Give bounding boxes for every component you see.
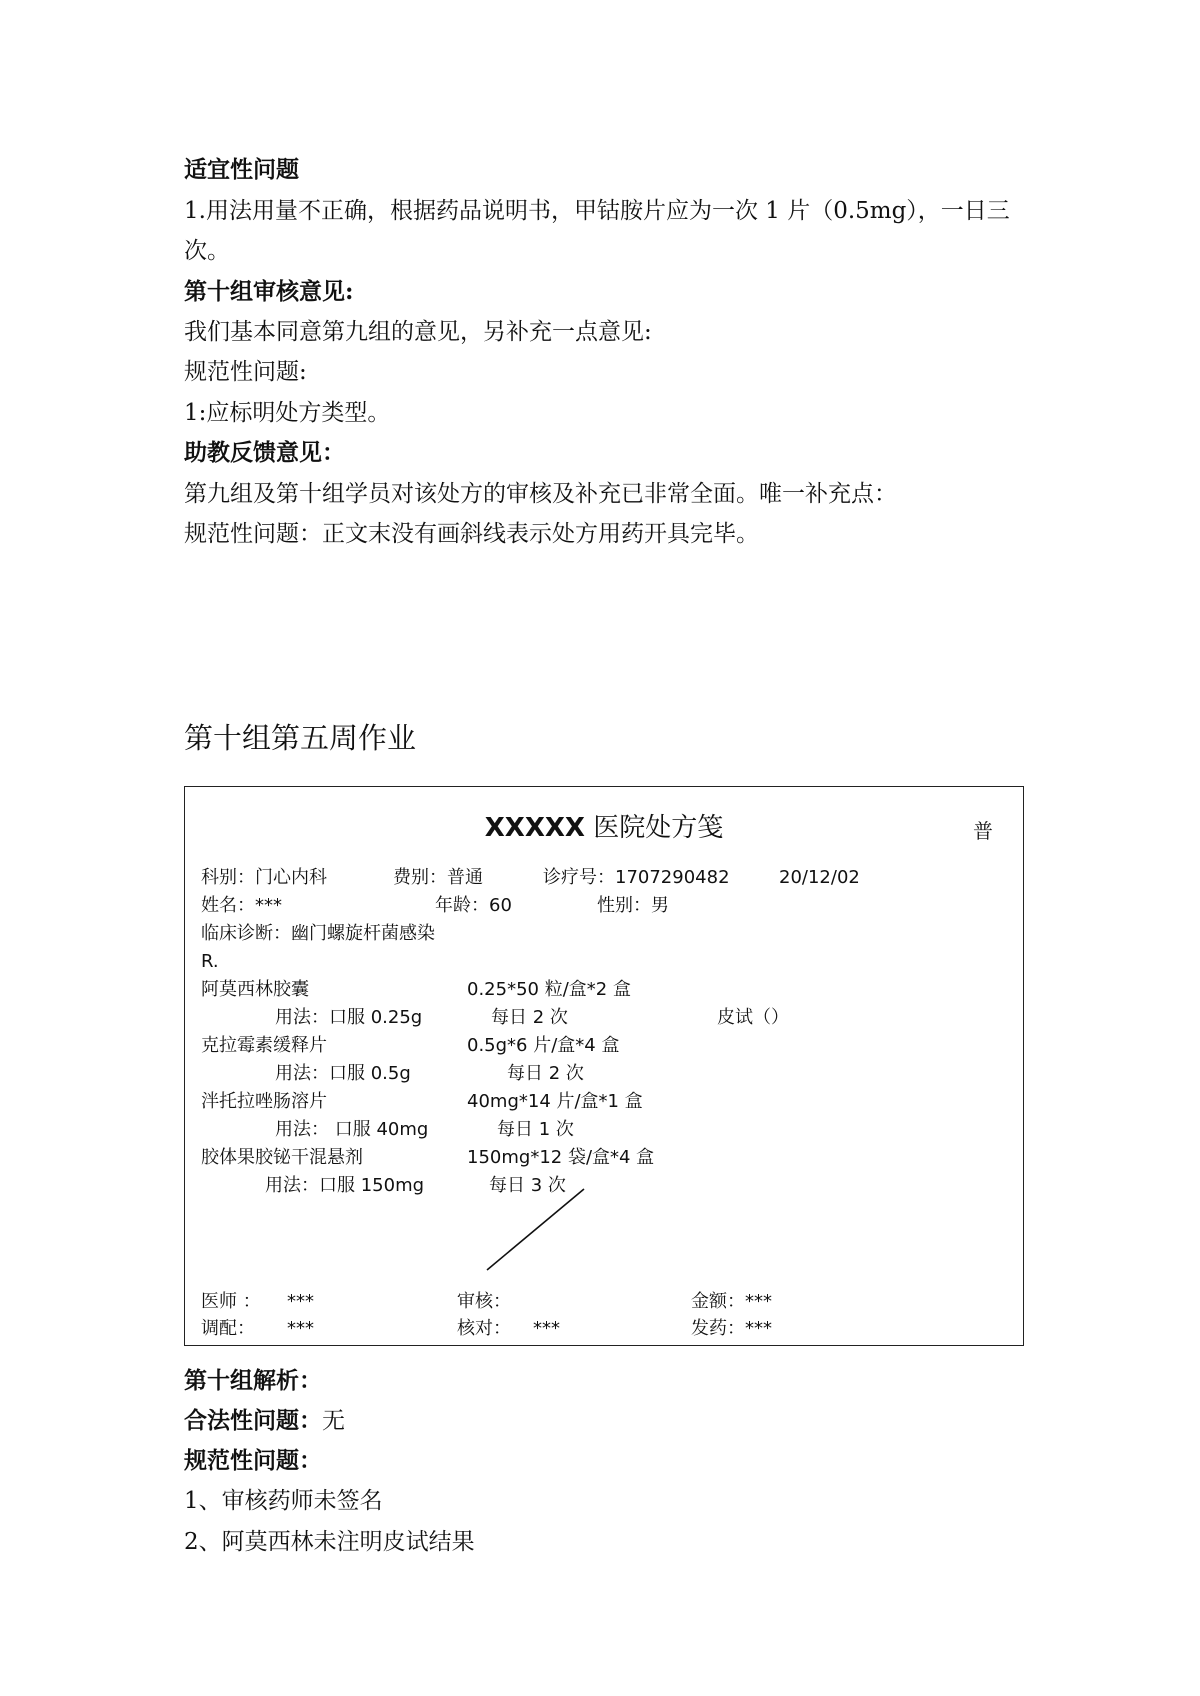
drug-frequency: 每日 3 次 [489,1175,566,1196]
normative-b-item-1: 1、审核药师未签名 [184,1488,383,1514]
ta-feedback-line-2: 规范性问题：正文末没有画斜线表示处方用药开具完毕。 [184,521,759,547]
patient-age: 年龄：60 [435,895,512,916]
drug-frequency: 每日 2 次 [491,1007,568,1028]
end-slash-line [185,787,1025,1347]
suitability-item-1-line-2: 次。 [184,238,230,264]
drug-name: 克拉霉素缓释片 [201,1035,327,1056]
drug-spec: 0.25*50 粒/盒*2 盒 [467,979,631,1000]
drug-frequency: 每日 2 次 [507,1063,584,1084]
legal-issue-value: 无 [322,1408,345,1434]
drug-name: 泮托拉唑肠溶片 [201,1091,327,1112]
clinical-diagnosis: 临床诊断：幽门螺旋杆菌感染 [201,923,435,944]
prescription-form [184,786,1024,1346]
normative-heading-b: 规范性问题： [184,1447,322,1474]
drug-usage: 用法：口服 150mg [265,1175,425,1196]
rx-mark: R. [201,951,219,972]
review-label: 审核： [457,1291,511,1312]
normative-heading: 规范性问题: [184,359,307,385]
group10-review-heading: 第十组审核意见: [184,278,354,305]
normative-b-item-2: 2、阿莫西林未注明皮试结果 [184,1529,475,1555]
legal-issue-label: 合法性问题： [184,1407,322,1434]
issue: 发药：*** [691,1318,772,1339]
fee-type: 费别：普通 [393,867,483,888]
skin-test: 皮试（） [717,1007,789,1028]
drug-spec: 150mg*12 袋/盒*4 盒 [467,1147,655,1168]
check-label: 核对： [457,1318,511,1339]
dispense-value: *** [287,1318,314,1339]
ta-feedback-heading: 助教反馈意见： [184,439,345,466]
section-title: 第十组第五周作业 [184,721,417,755]
prescription-title-text: 医院处方笺 [584,813,724,843]
check-value: *** [533,1318,560,1339]
ta-feedback-line-1: 第九组及第十组学员对该处方的审核及补充已非常全面。唯一补充点： [184,481,897,507]
suitability-heading: 适宜性问题 [184,156,299,183]
suitability-item-1-line-1: 1.用法用量不正确，根据药品说明书，甲钴胺片应为一次 1 片（0.5mg），一日三 [184,198,1010,224]
clinic-number: 诊疗号：1707290482 [543,867,730,888]
group10-review-intro: 我们基本同意第九组的意见，另补充一点意见: [184,319,652,345]
drug-spec: 40mg*14 片/盒*1 盒 [467,1091,643,1112]
prescription-type: 普 [973,819,993,843]
drug-frequency: 每日 1 次 [497,1119,574,1140]
drug-usage: 用法： 口服 40mg [275,1119,429,1140]
drug-name: 胶体果胶铋干混悬剂 [201,1147,363,1168]
drug-spec: 0.5g*6 片/盒*4 盒 [467,1035,620,1056]
legal-issue [184,1406,345,1436]
patient-name: 姓名：*** [201,895,282,916]
prescription-date: 20/12/02 [779,867,860,888]
drug-name: 阿莫西林胶囊 [201,979,309,1000]
department: 科别：门心内科 [201,867,327,888]
patient-sex: 性别：男 [597,895,669,916]
drug-usage: 用法：口服 0.25g [275,1007,423,1028]
doctor-label: 医师 ： [201,1291,261,1312]
analysis-heading: 第十组解析： [184,1367,322,1394]
prescription-title-brand: XXXXX [484,813,585,843]
normative-item-1: 1:应标明处方类型。 [184,400,391,426]
amount: 金额：*** [691,1291,772,1312]
dispense-label: 调配： [201,1318,255,1339]
drug-usage: 用法：口服 0.5g [275,1063,411,1084]
doctor-value: *** [287,1291,314,1312]
